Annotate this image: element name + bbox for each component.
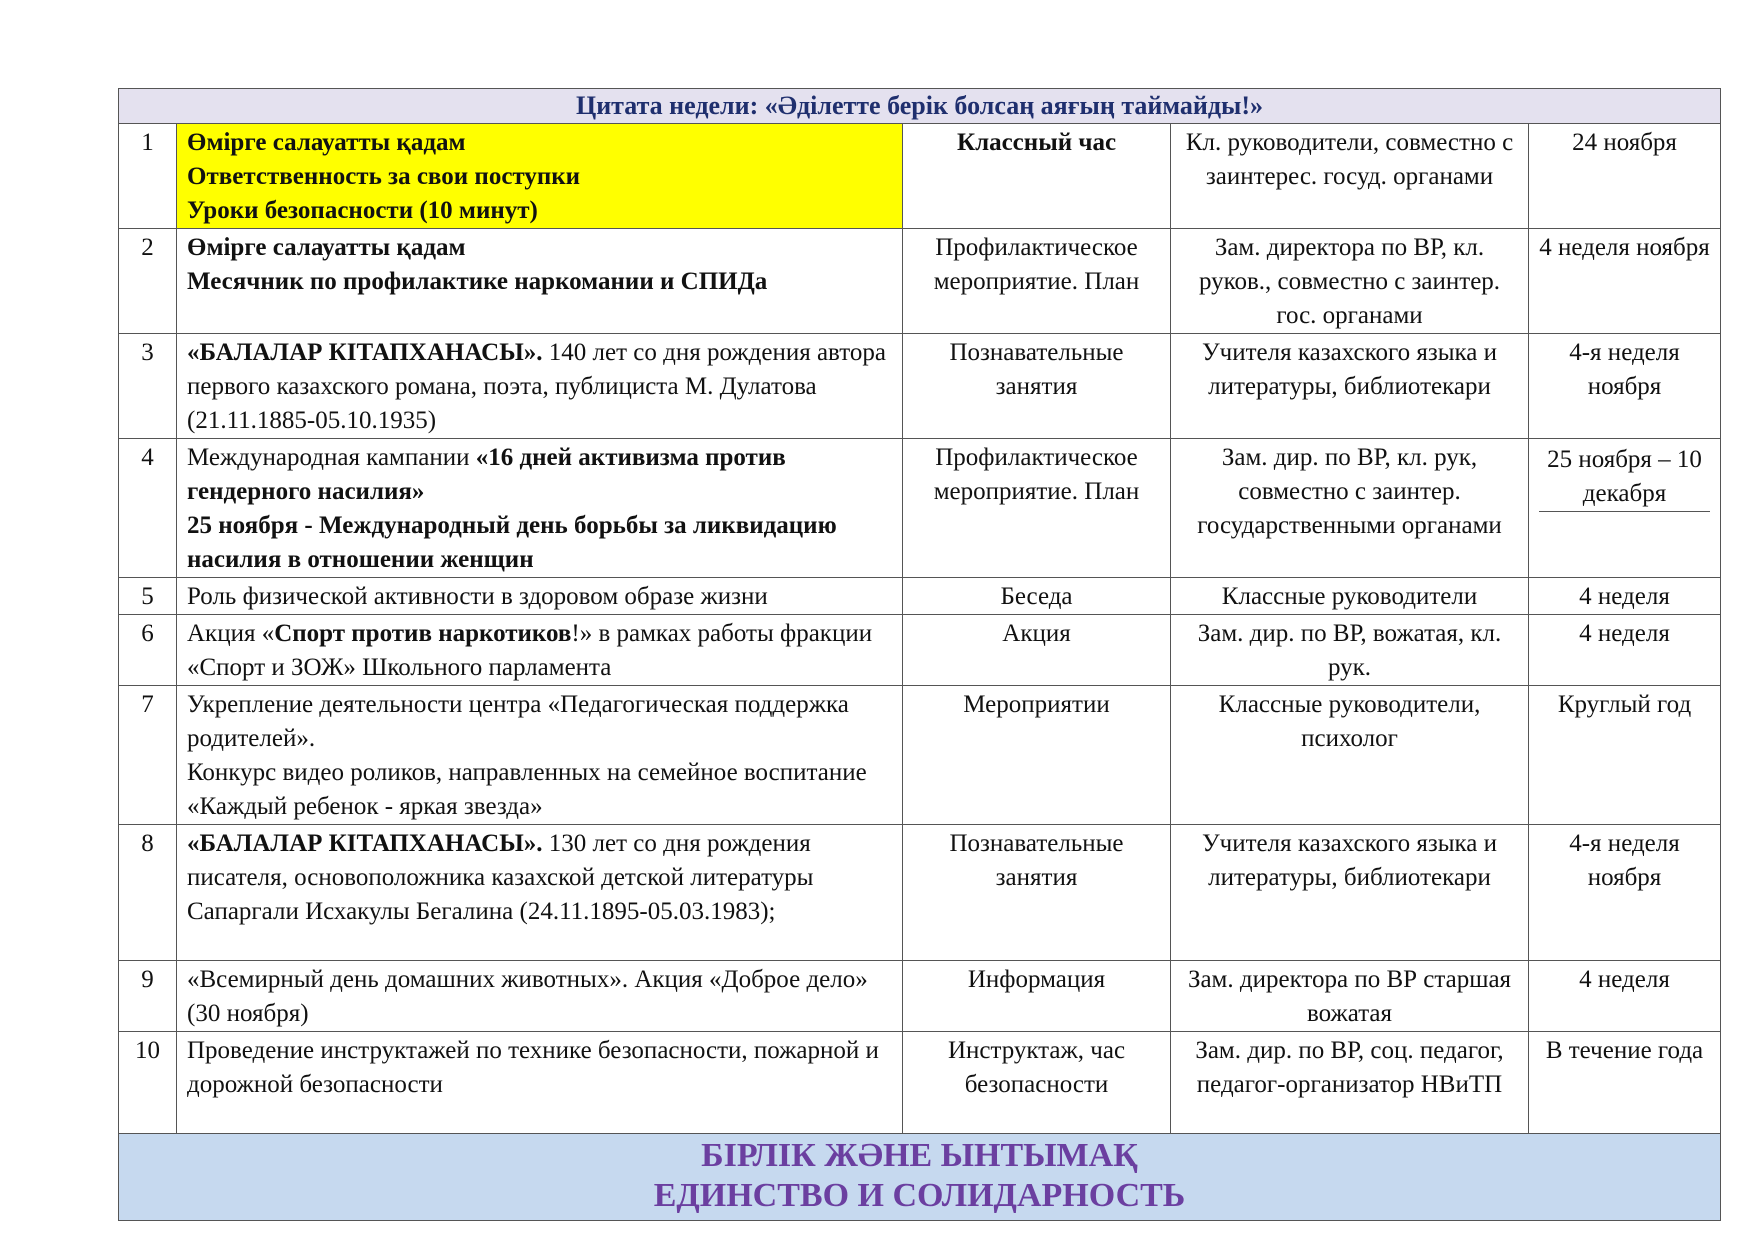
event-date: 4-я неделя ноября	[1529, 825, 1721, 961]
section-header-row	[119, 1134, 1721, 1221]
event-responsible: Зам. директора по ВР, кл. руков., совместно с заинтер. гос. органами	[1171, 229, 1529, 334]
row-number: 8	[119, 825, 177, 961]
table-row	[119, 439, 1721, 578]
event-responsible: Зам. дир. по ВР, вожатая, кл. рук.	[1171, 615, 1529, 686]
event-date: 4 неделя	[1529, 578, 1721, 615]
event-title: Акция «Спорт против наркотиков!» в рамках работы фракции «Спорт и ЗОЖ» Школьного парламента	[177, 615, 903, 686]
event-title: «БАЛАЛАР КІТАПХАНАСЫ». 140 лет со дня рождения автора первого казахского романа, поэта, публициста М. Дулатова (21.11.1885-05.10.1935)	[177, 334, 903, 439]
event-title: Өмірге салауатты қадам Ответственность за свои поступки Уроки безопасности (10 минут)	[177, 124, 903, 229]
row-number: 1	[119, 124, 177, 229]
event-type: Познавательные занятия	[903, 334, 1171, 439]
table-row	[119, 825, 1721, 961]
event-title: Проведение инструктажей по технике безопасности, пожарной и дорожной безопасности	[177, 1032, 903, 1134]
event-title: «БАЛАЛАР КІТАПХАНАСЫ». 130 лет со дня рождения писателя, основоположника казахской детской литературы Сапаргали Исхакулы Бегалина (24.11.1895-05.03.1983);	[177, 825, 903, 961]
event-responsible: Классные руководители	[1171, 578, 1529, 615]
table-row	[119, 124, 1721, 229]
event-type: Профилактическое мероприятие. План	[903, 229, 1171, 334]
event-responsible: Зам. дир. по ВР, соц. педагог, педагог-организатор НВиТП	[1171, 1032, 1529, 1134]
event-date: 4-я неделя ноября	[1529, 334, 1721, 439]
event-type: Классный час	[903, 124, 1171, 229]
row-number: 6	[119, 615, 177, 686]
plan-table	[118, 88, 1721, 1221]
row-number: 9	[119, 961, 177, 1032]
event-type: Профилактическое мероприятие. План	[903, 439, 1171, 578]
event-title: Өмірге салауатты қадам Месячник по профилактике наркомании и СПИДа	[177, 229, 903, 334]
event-responsible: Кл. руководители, совместно с заинтерес. госуд. органами	[1171, 124, 1529, 229]
event-type: Мероприятии	[903, 686, 1171, 825]
row-number: 2	[119, 229, 177, 334]
event-responsible: Зам. дир. по ВР, кл. рук, совместно с заинтер. государственными органами	[1171, 439, 1529, 578]
event-title: «Всемирный день домашних животных». Акция «Доброе дело» (30 ноября)	[177, 961, 903, 1032]
event-responsible: Учителя казахского языка и литературы, библиотекари	[1171, 825, 1529, 961]
table-row	[119, 615, 1721, 686]
empty-subcell	[1539, 512, 1710, 576]
row-number: 4	[119, 439, 177, 578]
quote-of-the-week: Цитата недели: «Әділетте берік болсаң аяғың таймайды!»	[119, 89, 1721, 124]
event-date: 4 неделя	[1529, 615, 1721, 686]
event-title: Укрепление деятельности центра «Педагогическая поддержка родителей». Конкурс видео роликов, направленных на семейное воспитание «Каждый ребенок - яркая звезда»	[177, 686, 903, 825]
event-responsible: Учителя казахского языка и литературы, библиотекари	[1171, 334, 1529, 439]
event-type: Акция	[903, 615, 1171, 686]
event-date: 4 неделя ноября	[1529, 229, 1721, 334]
quote-row	[119, 89, 1721, 124]
event-type: Инструктаж, час безопасности	[903, 1032, 1171, 1134]
row-number: 7	[119, 686, 177, 825]
event-type: Познавательные занятия	[903, 825, 1171, 961]
event-date: 4 неделя	[1529, 961, 1721, 1032]
row-number: 10	[119, 1032, 177, 1134]
table-row	[119, 578, 1721, 615]
event-date: 24 ноября	[1529, 124, 1721, 229]
event-title: Международная кампании «16 дней активизма против гендерного насилия» 25 ноября - Международный день борьбы за ликвидацию насилия в отношении женщин	[177, 439, 903, 578]
table-row	[119, 229, 1721, 334]
event-responsible: Зам. директора по ВР старшая вожатая	[1171, 961, 1529, 1032]
row-number: 5	[119, 578, 177, 615]
event-responsible: Классные руководители, психолог	[1171, 686, 1529, 825]
event-title: Роль физической активности в здоровом образе жизни	[177, 578, 903, 615]
table-row	[119, 686, 1721, 825]
table-row	[119, 1032, 1721, 1134]
row-number: 3	[119, 334, 177, 439]
event-type: Беседа	[903, 578, 1171, 615]
table-row	[119, 334, 1721, 439]
event-type: Информация	[903, 961, 1171, 1032]
section-header: БІРЛІК ЖӘНЕ ЫНТЫМАҚ ЕДИНСТВО И СОЛИДАРНОСТЬ	[119, 1134, 1721, 1221]
event-date: Круглый год	[1529, 686, 1721, 825]
event-date: 25 ноября – 10 декабря	[1529, 439, 1721, 578]
event-date: В течение года	[1529, 1032, 1721, 1134]
table-row	[119, 961, 1721, 1032]
